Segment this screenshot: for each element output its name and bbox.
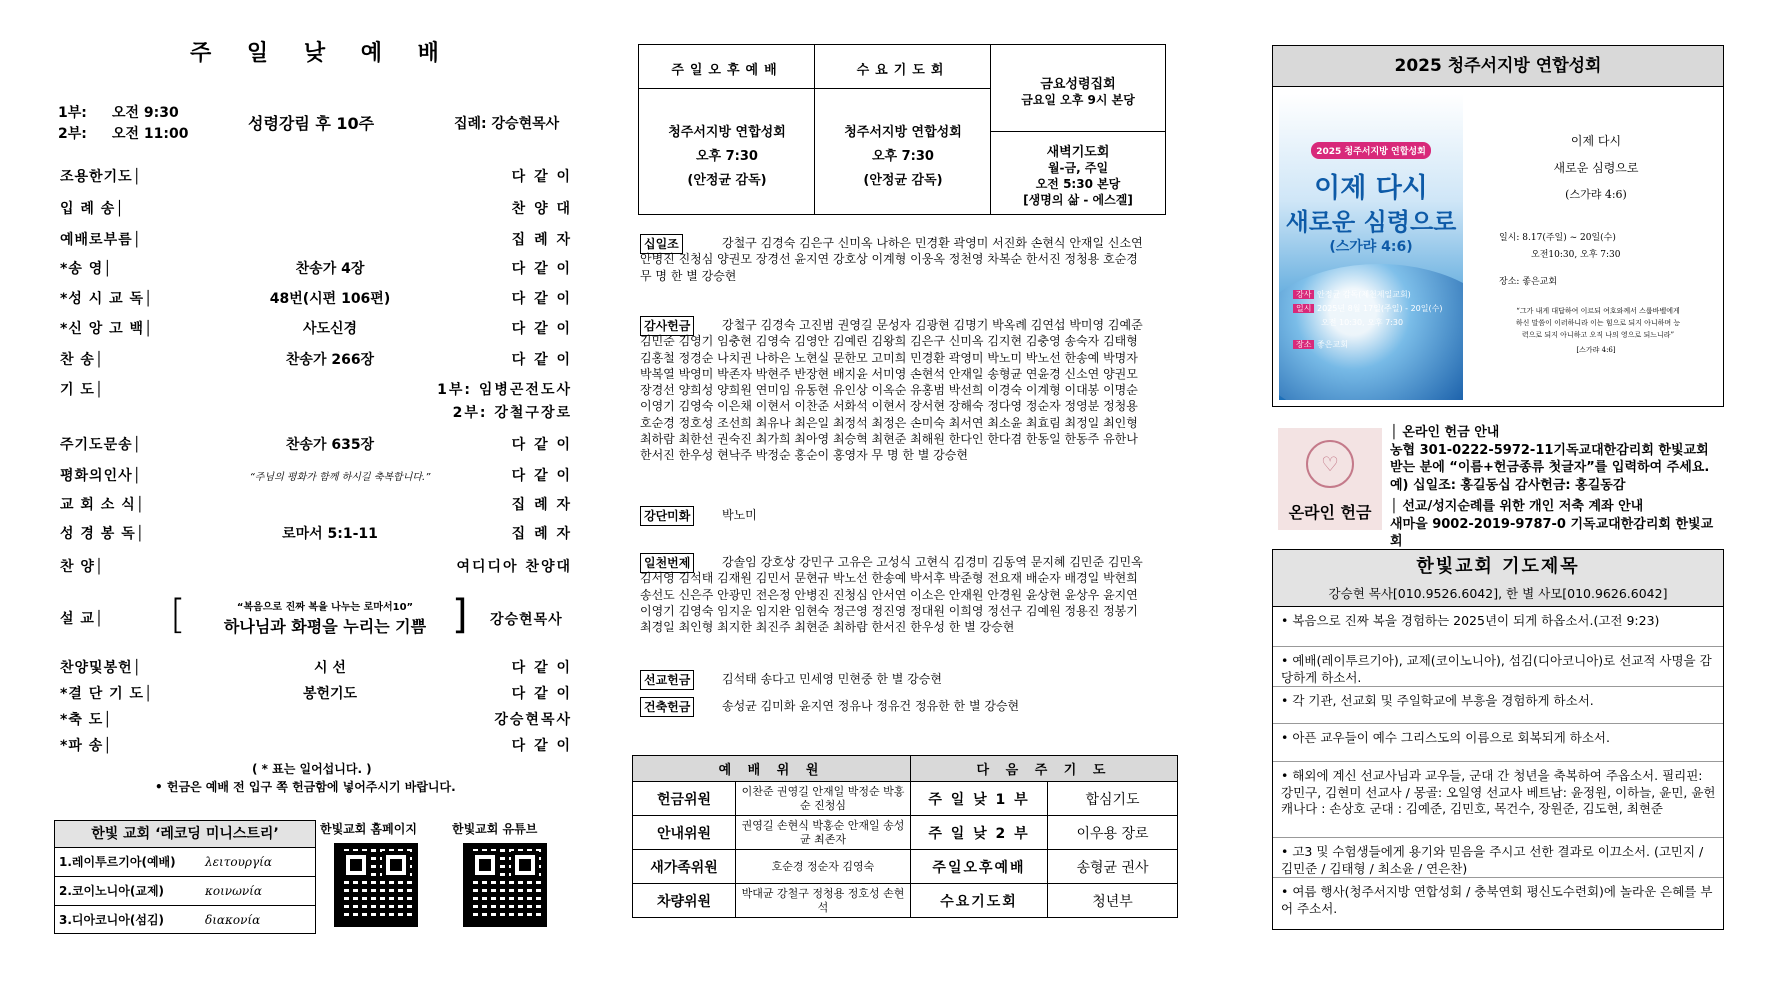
sermon-bracket-right: ] [452,592,468,638]
ministry-name: 3.디아코니아(섬김) [59,913,165,927]
schedule-box [638,44,1166,215]
order-mid: 시 선 [314,660,346,676]
staff-row [633,850,1178,884]
order-row [60,379,572,403]
prayer-item: • 복음으로 진짜 복을 경험하는 2025년이 되게 하옵소서.(고전 9:23) [1273,607,1723,647]
staff-row [633,884,1178,918]
order-label: 예배로부름│ [60,232,143,248]
hand-line-8: [스가랴 4:6] [1576,346,1616,354]
order-label: *송 영│ [60,261,113,277]
youtube-qr-label: 한빛교회 유튜브 [452,822,538,836]
hand-line-6: 장소: 좋은교회 [1499,277,1558,287]
order-row [60,402,572,426]
offering-note: • 헌금은 예배 전 입구 쪽 헌금함에 넣어주시기 바랍니다. [155,780,456,794]
staff-next-k: 수요기도회 [911,884,1048,918]
order-who: 다 같 이 [511,261,572,277]
sermon-title: 하나님과 화평을 누리는 기쁨 [223,617,427,636]
hand-line-3: (스가랴 4:6) [1565,188,1627,201]
homepage-qr-label: 한빛교회 홈페이지 [320,822,417,836]
hand-line-4: 일시: 8.17(주일) ~ 20일(수) [1499,233,1616,243]
sermon-preacher: 강승현목사 [490,612,563,628]
order-row [60,494,572,518]
poster-verse: (스가랴 4:6) [1329,239,1413,255]
order-label: 찬 송│ [60,352,105,368]
order-label: 입 례 송│ [60,201,125,217]
staff-next-k: 주일오후예배 [911,850,1048,884]
prayer-item: • 예배(레이투르기아), 교제(코이노니아), 섬김(디아코니아)로 선교적 사명을 감당하게 하소서. [1273,647,1723,687]
online-account: 농협 301-0222-5972-11기독교대한감리회 한빛교회 [1390,442,1709,458]
offering-names: 강철구 김경숙 김은구 신미옥 나하은 민경환 곽영미 서진화 손현식 안재일 신소연 안병진 진청심 양권모 장경선 윤지연 강호상 이계형 이웅옥 정천영 차복순 한서진 정청용 호순경 무 명 한 별 강승현 [640,236,1143,283]
order-who: 다 같 이 [511,686,572,702]
order-label: 성 경 봉 독│ [60,526,146,542]
sermon-subtitle: “복음으로 진짜 복을 나누는 로마서10” [236,602,414,613]
online-guide-heading: │ 온라인 헌금 안내 [1390,425,1500,440]
poster-badge: 2025 청주서지방 연합성회 [1311,142,1431,159]
order-label: *결 단 기 도│ [60,686,154,702]
ministry-name: 1.레이투르기아(예배) [59,855,176,869]
order-label: *파 송│ [60,738,113,754]
staff-table-title: 예 배 위 원 [633,756,911,782]
online-instructions: 받는 분에 “이름+헌금종류 첫글자”를 입력하여 주세요. [1390,460,1710,475]
staff-next-v: 송형균 권사 [1048,850,1178,884]
order-label: 찬 양│ [60,559,105,575]
offering-names: 강철구 김경숙 고진범 권영길 문성자 김광현 김명기 박옥례 김연섭 박미영 김예준 김민준 김영기 임충현 김영숙 김영안 김예린 김왕희 김은구 신미옥 김지현 김충영 송숙자 김태형 김홍철 정경순 나치권 나하은 노현실 문한모 고미희 민경환 곽영미 박노미 박노선 한송예 박명자 박복열 박영미 박존자 박현주 반장현 배지윤 서미영 손현석 안재일 송형균 연윤경 신소연 양권모 장경선 양희성 양희원 연미임 유동현 유인상 이옥순 유홍범 박선희 이경숙 이계형 이대봉 이명순 이영기 김영숙 이은채 이현서 이찬준 서화석 이현서 장서현 장해숙 정다영 정순자 정영분 정청용 호순경 정호성 조선희 최유나 최은일 최정석 최정은 손미숙 최서연 최소윤 최효림 최정일 최인형 최하람 최한선 권숙진 최가희 최아영 최승혁 최현준 최해원 한다인 한다겸 한동일 한동주 유한나 한서진 한우성 현낙주 박정순 홍순이 홍영자 무 명 한 별 강승현 [640,318,1143,463]
order-mid: 찬송가 635장 [285,437,375,453]
poster-date: 2025년 8월 17일(주일) - 20일(수) [1317,304,1443,313]
ministry-box [54,820,316,934]
wednesday-speaker: (안정균 감독) [863,173,943,188]
order-mid: 로마서 5:1-11 [282,526,378,542]
order-mid: 봉헌기도 [302,686,358,702]
staff-role: 안내위원 [633,816,736,850]
offering-names: 박노미 [722,508,757,522]
order-row [60,288,572,312]
service2-time: 오전 11:00 [112,126,189,142]
offering-tag: 건축헌금 [640,697,694,717]
order-label: 평화의인사│ [60,468,143,484]
staff-names: 이찬준 권영길 안재일 박정순 박홍순 진청심 [736,782,911,816]
staff-table [632,755,1178,918]
order-row [60,258,572,282]
worship-title: 주 일 낮 예 배 [190,41,453,66]
online-example: 예) 십일조: 홍길동십 감사헌금: 홍길동감 [1390,477,1626,493]
prayer-item: • 각 기관, 선교회 및 주일학교에 부흥을 경험하게 하소서. [1273,687,1723,724]
order-who: 다 같 이 [511,352,572,368]
staff-role: 헌금위원 [633,782,736,816]
poster-date-key: 일시 [1293,304,1314,313]
staff-next-v: 청년부 [1048,884,1178,918]
wednesday-time: 오후 7:30 [872,149,934,164]
order-mid: 찬송가 266장 [285,352,375,368]
order-label: *성 시 교 독│ [60,291,154,307]
poster-headline-1: 이제 다시 [1314,173,1428,204]
dawn-prayer-days: 월-금, 주일 [1047,161,1109,175]
youtube-qr-code[interactable] [463,843,547,927]
service1-label: 1부: [58,105,87,121]
dawn-prayer-title: 새벽기도회 [1046,145,1110,160]
order-who: 다 같 이 [511,660,572,676]
ministry-row [55,877,315,906]
order-who: 다 같 이 [511,291,572,307]
order-who: 다 같 이 [511,468,572,484]
order-row [60,318,572,342]
order-who: 강승현목사 [494,712,572,728]
savings-heading: │ 선교/성지순례를 위한 개인 저축 계좌 안내 [1390,499,1644,514]
ministry-greek: λειτουργία [205,855,272,869]
presider: 집례: 강승현목사 [454,116,560,132]
order-label: *신 앙 고 백│ [60,321,154,337]
ministry-greek: διακονία [205,913,261,927]
sunday-afternoon-header: 주일오후예배 [671,63,783,78]
order-row [60,465,572,489]
service2-label: 2부: [58,126,87,142]
online-offering-box [1278,424,1724,549]
order-label: 조용한기도│ [60,169,143,185]
order-row [60,735,572,759]
online-offering-label: 온라인 헌금 [1288,503,1372,522]
staff-row [633,782,1178,816]
order-row [60,556,572,580]
order-label: 기 도│ [60,382,105,398]
ministry-greek: κοινωνία [205,884,262,898]
offering-tag: 강단미화 [640,506,694,526]
offering-tag: 일천번제 [640,553,694,573]
order-who: 다 같 이 [511,437,572,453]
staff-names: 박대균 강철구 정청용 정호성 손현석 [736,884,911,918]
order-row [60,683,572,707]
homepage-qr-code[interactable] [334,843,418,927]
sermon-bracket-left: [ [170,592,186,638]
offering-tag: 감사헌금 [640,316,694,336]
prayer-item: • 아픈 교우들이 예수 그리스도의 이름으로 회복되게 하소서. [1273,724,1723,762]
revival-box [1272,45,1724,407]
poster-place: 좋은교회 [1317,340,1348,349]
order-label: 교 회 소 식│ [60,497,146,513]
order-label: *축 도│ [60,712,113,728]
order-row [60,166,572,190]
order-row [60,198,572,222]
sermon-label: 설 교│ [60,611,105,627]
standing-note: ( * 표는 일어섭니다. ) [252,762,372,776]
ministry-title: 한빛 교회 ‘레코딩 미니스트리’ [55,821,315,848]
sunday-afternoon-speaker: (안정균 감독) [687,173,767,188]
ministry-row [55,906,315,934]
ministry-row [55,848,315,877]
staff-next-k: 주 일 낮 1 부 [911,782,1048,816]
friday-header: 금요성령집회 [1040,77,1116,92]
prayer-item: • 해외에 계신 선교사님과 교우들, 군대 간 청년을 축복하여 주옵소서. 필리핀: 강민구, 김현미 선교사 / 몽골: 오일영 선교사 베트남: 윤정원, 이하늘, 윤민, 윤헌 캐나다 : 손상호 군대 : 김예준, 김민호, 목건수, 장원준, 김도현, 최현준 [1273,762,1723,838]
heart-icon: ♡ [1306,440,1354,488]
order-row [60,523,572,547]
order-row [60,657,572,681]
order-who: 집 례 자 [511,232,572,248]
online-offering-badge [1278,428,1382,530]
staff-next-v: 이우용 장로 [1048,816,1178,850]
order-mid: 48번(시편 106편) [269,291,391,307]
savings-account: 새마을 9002-2019-9787-0 기독교대한감리회 한빛교회 [1390,516,1714,549]
order-mid: 찬송가 4장 [295,261,365,277]
order-mid: 사도신경 [302,321,358,337]
staff-next-k: 주 일 낮 2 부 [911,816,1048,850]
order-row [60,709,572,733]
offering-tag: 십일조 [640,234,683,254]
prayer-title: 한빛교회 기도제목 [1273,550,1723,584]
sunday-afternoon-event: 청주서지방 연합성회 [668,125,786,140]
dawn-prayer-time: 오전 5:30 본당 [1035,177,1121,191]
order-who: 다 같 이 [511,738,572,754]
offering-tag: 선교헌금 [640,670,694,690]
next-prayer-title: 다 음 주 기 도 [911,756,1178,782]
handwritten-note [1471,94,1721,400]
service1-time: 오전 9:30 [112,105,179,121]
poster-time: 오전 10:30, 오후 7:30 [1321,318,1404,327]
ministry-name: 2.코이노니아(교제) [59,884,165,898]
church-week: 성령강림 후 10주 [248,114,375,133]
staff-role: 차량위원 [633,884,736,918]
offering-names: 송성균 김미화 윤지연 정유나 정유건 정유한 한 별 강승현 [722,699,1020,713]
order-who: 1부: 임병곤전도사 [437,382,572,398]
prayer-item: • 여름 행사(청주서지방 연합성회 / 충북연회 평신도수련회)에 놀라운 은혜를 부어 주소서. [1281,884,1713,916]
wednesday-prayer-header: 수요기도회 [856,63,950,78]
prayer-box [1272,549,1724,930]
revival-poster [1279,94,1463,400]
staff-row [633,816,1178,850]
order-who: 다 같 이 [511,321,572,337]
prayer-contacts: 강승현 목사[010.9526.6042], 한 별 사모[010.9626.6042] [1273,584,1723,607]
wednesday-event: 청주서지방 연합성회 [844,125,962,140]
offering-names: 강솔임 강호상 강민구 고유은 고성식 고현식 김경미 김동역 문지혜 김민준 김민옥 김서영 김석태 김재원 김민서 문현규 박노선 한송예 박서후 박준형 전요재 배순자 배경일 박현희 송선도 신은주 안광민 전은정 안병진 진청심 안서연 이소은 안재원 안경원 윤상현 윤상우 윤지연 이영기 김영숙 임지운 임지완 임현숙 정근영 정진영 정대원 이희영 정선구 김예원 정용진 정봉기 최경일 최인형 최지한 최진주 최현준 최하람 한서진 한우성 한 별 강승현 [640,555,1143,635]
staff-role: 새가족위원 [633,850,736,884]
staff-next-v: 합심기도 [1048,782,1178,816]
friday-time: 금요일 오후 9시 본당 [1021,93,1135,107]
order-who: 찬 양 대 [511,201,572,217]
hand-line-2: 새로운 심령으로 [1553,161,1639,175]
poster-headline-2: 새로운 심령으로 [1285,208,1457,236]
staff-names: 권영길 손현식 박홍순 안재일 송성균 최존자 [736,816,911,850]
revival-title: 2025 청주서지방 연합성회 [1273,46,1723,87]
prayer-item: • 고3 및 수험생들에게 용기와 믿음을 주시고 선한 결과로 이끄소서. (고민지 / 김민준 / 김태형 / 최소윤 / 연은찬) [1273,838,1723,878]
order-row [60,434,572,458]
order-row [60,229,572,253]
dawn-prayer-book: [생명의 삶 - 에스겔] [1023,193,1133,207]
hand-line-1: 이제 다시 [1570,134,1622,148]
order-mid: “주님의 평화가 함께 하시길 축복합니다.” [249,472,431,483]
sunday-afternoon-time: 오후 7:30 [696,149,758,164]
order-who: 다 같 이 [511,169,572,185]
order-row [60,349,572,373]
poster-place-key: 장소 [1293,340,1314,349]
hand-line-7: “그가 내게 대답하여 이르되 여호와께서 스룹바벨에게 하신 말씀이 이러하니라 이는 힘으로 되지 아니하며 능력으로 되지 아니하고 오직 나의 영으로 되느니라” [1515,307,1681,339]
order-who: 집 례 자 [511,526,572,542]
offering-names: 김석태 송다고 민세영 민현중 한 별 강승현 [722,672,942,686]
poster-speaker: 안정균 감독(제천제일교회) [1317,290,1411,299]
order-who: 여디디아 찬양대 [456,559,572,575]
hand-line-5: 오전10:30, 오후 7:30 [1531,250,1621,260]
order-who: 집 례 자 [511,497,572,513]
order-label: 찬양및봉헌│ [60,660,143,676]
order-who: 2부: 강철구장로 [452,405,572,421]
staff-names: 호순경 정순자 김영숙 [736,850,911,884]
order-label: 주기도문송│ [60,437,143,453]
poster-speaker-key: 강사 [1293,290,1314,299]
